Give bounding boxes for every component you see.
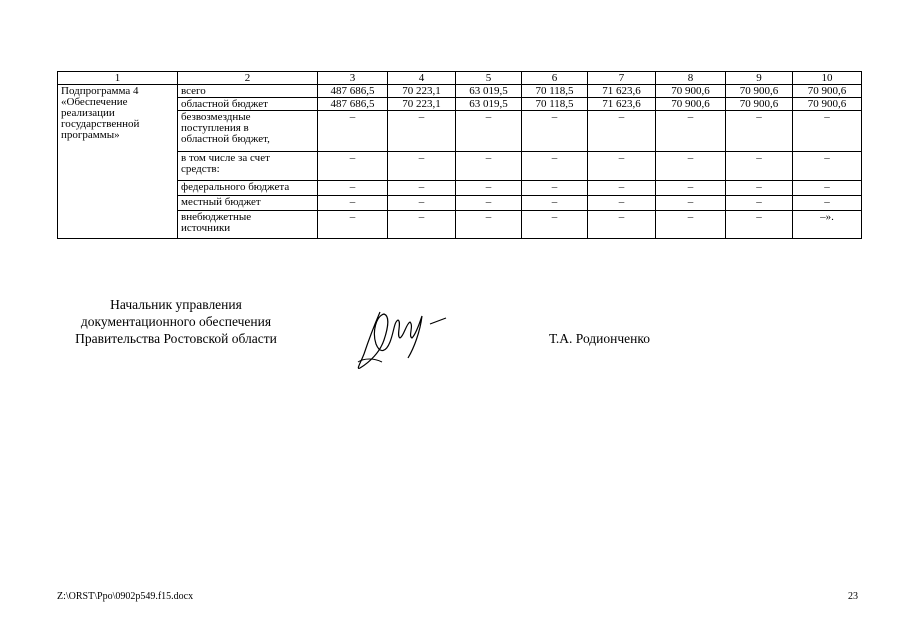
value-cell: –: [456, 152, 522, 181]
table-row: [58, 196, 862, 211]
value-cell: –: [318, 111, 388, 152]
value-cell: –: [456, 111, 522, 152]
signatory-title: [57, 296, 295, 347]
header-cell: 5: [456, 72, 522, 85]
value-cell: –: [588, 181, 656, 196]
row-label: внебюджетные источники: [178, 211, 318, 239]
table-row: [58, 152, 862, 181]
header-cell: 3: [318, 72, 388, 85]
value-cell: –: [388, 111, 456, 152]
footer-file-path: Z:\ORST\Ppo\0902p549.f15.docx: [57, 591, 194, 602]
value-cell: 63 019,5: [456, 98, 522, 111]
signatory-name: Т.А. Родионченко: [549, 331, 650, 346]
value-cell: –: [726, 211, 793, 239]
value-cell: –: [522, 211, 588, 239]
value-cell: –: [588, 111, 656, 152]
value-cell: 70 900,6: [793, 85, 862, 98]
value-cell: –».: [793, 211, 862, 239]
header-cell: 10: [793, 72, 862, 85]
table-header-row: [58, 72, 862, 85]
value-cell: –: [588, 196, 656, 211]
signatory-title-line: документационного обеспечения: [80, 314, 272, 329]
value-cell: –: [656, 211, 726, 239]
value-cell: 63 019,5: [456, 85, 522, 98]
value-cell: –: [726, 152, 793, 181]
page-number: 23: [848, 591, 858, 602]
value-cell: 71 623,6: [588, 98, 656, 111]
header-cell: 1: [58, 72, 178, 85]
value-cell: 70 900,6: [793, 98, 862, 111]
row-label: областной бюджет: [178, 98, 318, 111]
header-cell: 2: [178, 72, 318, 85]
value-cell: 70 900,6: [656, 98, 726, 111]
header-cell: 4: [388, 72, 456, 85]
table-row: [58, 181, 862, 196]
value-cell: 70 900,6: [656, 85, 726, 98]
table-row: [58, 111, 862, 152]
header-cell: 9: [726, 72, 793, 85]
table-row: [58, 98, 862, 111]
row-label: местный бюджет: [178, 196, 318, 211]
value-cell: –: [522, 196, 588, 211]
value-cell: –: [656, 152, 726, 181]
value-cell: –: [522, 111, 588, 152]
signatory-title-line: Начальник управления: [110, 297, 242, 312]
value-cell: –: [456, 211, 522, 239]
header-cell: 8: [656, 72, 726, 85]
value-cell: –: [388, 152, 456, 181]
value-cell: –: [726, 111, 793, 152]
subprogram-cell: Подпрограмма 4 «Обеспечение реализации государственной программы»: [58, 85, 178, 239]
row-label: федерального бюджета: [178, 181, 318, 196]
value-cell: 70 223,1: [388, 85, 456, 98]
handwritten-signature: [350, 292, 460, 374]
value-cell: –: [388, 211, 456, 239]
value-cell: –: [726, 181, 793, 196]
value-cell: –: [656, 181, 726, 196]
value-cell: –: [793, 196, 862, 211]
header-cell: 6: [522, 72, 588, 85]
value-cell: –: [456, 196, 522, 211]
value-cell: –: [656, 196, 726, 211]
value-cell: –: [656, 111, 726, 152]
row-label: в том числе за счет средств:: [178, 152, 318, 181]
value-cell: –: [793, 152, 862, 181]
row-label: безвозмездные поступления в областной бюджет,: [178, 111, 318, 152]
value-cell: –: [522, 181, 588, 196]
value-cell: 71 623,6: [588, 85, 656, 98]
budget-table: [57, 71, 862, 239]
value-cell: –: [388, 181, 456, 196]
table-row: [58, 85, 862, 98]
value-cell: –: [318, 211, 388, 239]
header-cell: 7: [588, 72, 656, 85]
value-cell: 487 686,5: [318, 98, 388, 111]
value-cell: –: [588, 211, 656, 239]
value-cell: 70 900,6: [726, 85, 793, 98]
value-cell: –: [318, 196, 388, 211]
value-cell: –: [793, 181, 862, 196]
table-row: [58, 211, 862, 239]
value-cell: 70 118,5: [522, 85, 588, 98]
value-cell: –: [388, 196, 456, 211]
value-cell: –: [522, 152, 588, 181]
value-cell: –: [318, 152, 388, 181]
signatory-title-line: Правительства Ростовской области: [75, 331, 277, 346]
value-cell: 70 223,1: [388, 98, 456, 111]
value-cell: –: [456, 181, 522, 196]
value-cell: –: [588, 152, 656, 181]
value-cell: –: [318, 181, 388, 196]
value-cell: 70 118,5: [522, 98, 588, 111]
value-cell: –: [793, 111, 862, 152]
value-cell: 487 686,5: [318, 85, 388, 98]
row-label: всего: [178, 85, 318, 98]
value-cell: –: [726, 196, 793, 211]
value-cell: 70 900,6: [726, 98, 793, 111]
